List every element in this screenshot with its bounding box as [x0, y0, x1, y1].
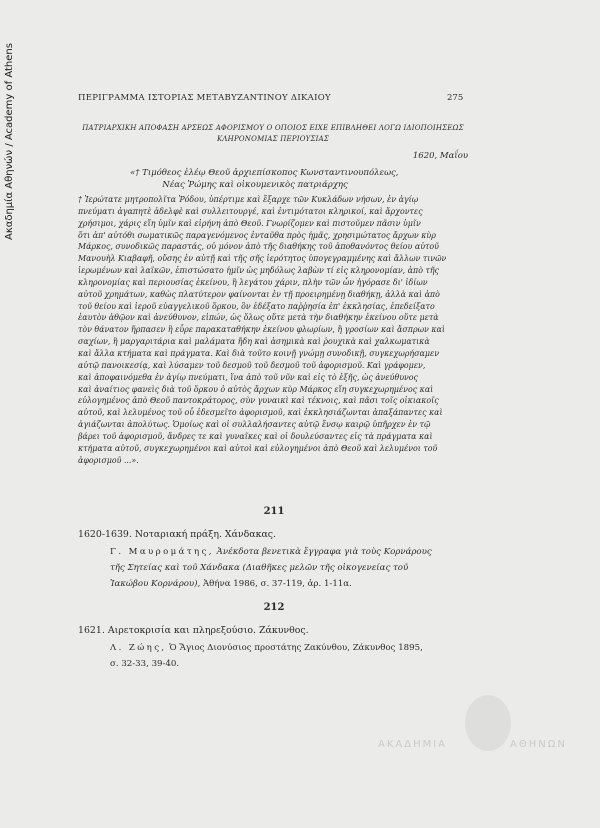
body-line: καὶ ἀποφαινόμεθα ἐν ἁγίῳ πνεύματι, ἵνα ἀπὸ τοῦ νῦν καὶ εἰς τὸ ἑξῆς, ὡς ἀνεύθυνος — [78, 372, 418, 382]
reference-author: Λ. Ζώης, — [110, 643, 167, 653]
body-line: αὐτοῦ χρημάτων, καθὼς πλατύτερον φαίνονται ἐν τῇ προειρημένῃ διαθήκῃ, ἀλλὰ καὶ ἀπὸ — [78, 289, 440, 299]
body-line: πνεύματι ἀγαπητὲ ἀδελφὲ καὶ συλλειτουργέ, καὶ ἐντιμότατοι κληρικοί, καὶ ἄρχοντες — [78, 206, 423, 216]
document-caption — [78, 123, 468, 145]
body-line: Μάρκος, συνοδικῶς παραστάς, οὐ μόνον ἀπὸ τῆς διαθήκης τοῦ ἀποθανόντος θείου αὐτοῦ — [78, 242, 439, 252]
body-line: καὶ ἀναίτιος φανεὶς διὰ τοῦ ὅρκου ὁ αὐτὸς ἄρχων κὺρ Μάρκος εἴη συγκεχωρημένος καὶ — [78, 384, 434, 394]
body-line: † Ἱερώτατε μητροπολῖτα Ῥόδου, ὑπέρτιμε καὶ ἔξαρχε τῶν Κυκλάδων νήσων, ἐν ἁγίῳ — [78, 195, 419, 204]
caption-line: ΚΛΗΡΟΝΟΜΙΑΣ ΠΕΡΙΟΥΣΙΑΣ — [216, 135, 330, 143]
page-number: 275 — [447, 93, 464, 103]
caption-line: ΠΑΤΡΙΑΡΧΙΚΗ ΑΠΟΦΑΣΗ ΑΡΣΕΩΣ ΑΦΟΡΙΣΜΟΥ Ο ΟΠΟΙΟΣ ΕΙΧΕ ΕΠΙΒΛΗΘΕΙ ΛΟΓΩ ΙΔΙΟΠΟΙΗΣΕΩΣ — [82, 124, 464, 132]
reference-author: Γ. Μαυρομάτης, — [110, 547, 214, 557]
watermark-text: ΑΚΑΔΗΜΙΑ — [378, 739, 448, 750]
body-line: εὐλογημένος ἀπὸ Θεοῦ παντοκράτορος, σὺν γυναικὶ καὶ τέκνοις, καὶ πᾶσι τοῖς οἰκιακοῖς — [78, 396, 439, 406]
salutation-line: Νέας Ῥώμης καὶ οἰκουμενικὸς πατριάρχης — [162, 180, 348, 190]
reference-line — [110, 545, 432, 559]
body-line: ἑαυτὸν ἀθῷον καὶ ἀνεύθυνον, εἰπών, ὡς ὅλως οὔτε μετὰ τὴν διαθήκην ἐκείνου οὔτε μετὰ — [78, 313, 439, 323]
side-label: Ακαδημία Αθηνών / Academy of Athens — [4, 43, 15, 240]
body-line: τοῦ θείου καὶ ἱεροῦ εὐαγγελικοῦ ὅρκου, ὃν ἐδέξατο παῤῥησία ἐπ' ἐκκλησίας, ἐπεδείξατο — [78, 301, 435, 311]
reference-line: τῆς Σητείας καὶ τοῦ Χάνδακα (Διαθῆκες μελῶν τῆς οἰκογενείας τοῦ — [110, 563, 409, 573]
body-line: τὸν θάνατον ἥρπασεν ἢ εὗρε παρακαταθήκην ἐκείνου φλωρίων, ἢ γροσίων καὶ ἄσπρων καὶ — [78, 325, 445, 335]
academy-seal-icon — [465, 695, 511, 751]
watermark-text: ΑΘΗΝΩΝ — [510, 739, 567, 750]
entry-number: 212 — [263, 602, 285, 613]
body-line: αὐτῷ πανοικεσίᾳ, καὶ λύσαμεν τοῦ δεσμοῦ τοῦ δεσμοῦ τοῦ ἀφορισμοῦ. Καὶ γράφομεν, — [78, 360, 426, 370]
reference-title: Ὁ Ἅγιος Διονύσιος προστάτης Ζακύνθου, Ζάκυνθος 1895, — [166, 643, 423, 653]
body-line: χρήσιμοι, χάρις εἴη ὑμῖν καὶ εἰρήνη ἀπὸ Θεοῦ. Γνωρίζομεν καὶ πιστοῦμεν πᾶσιν ὑμῖν — [78, 218, 421, 228]
reference-title: Ἰακώβου Κορνάρου), — [110, 579, 201, 589]
salutation — [130, 167, 399, 191]
reference-line: σ. 32-33, 39-40. — [110, 659, 180, 669]
entry-heading: 1621. Αιρετοκρισία και πληρεξούσιο. Ζάκυνθος. — [78, 625, 309, 636]
body-line: ἁγιάζωνται ἀπολύτως. Ὁμοίως καὶ οἱ συλλαλήσαντες αὐτῷ ἔνσῳ καιρῷ ὑπῆρχεν ἐν τῷ — [78, 420, 431, 430]
body-line: βάρει τοῦ ἀφορισμοῦ, ἄνδρες τε καὶ γυναῖκες καὶ οἱ δουλεύσαντες εἰς τὰ πράγματα καὶ — [78, 431, 433, 441]
body-line: κτήματα αὐτοῦ, συγκεχωρημένοι καὶ αὐτοὶ καὶ εὐλογημένοι ἀπὸ Θεοῦ καὶ λελυμένοι τοῦ — [78, 443, 438, 453]
document-body — [78, 194, 470, 466]
body-line: σαχίων, ἢ μαργαριτάρια καὶ μαλάματα ἤδη καὶ ἀσημικὰ καὶ ῥουχικὰ καὶ χαλκωματικὰ — [78, 337, 430, 347]
salutation-line: «† Τιμόθεος ἐλέῳ Θεοῦ ἀρχιεπίσκοπος Κωνσταντινουπόλεως, — [130, 168, 399, 178]
body-line: ἀφορισμοῦ ...». — [78, 455, 139, 465]
body-line: ὅτι ἀπ' αὐτόθι σωματικῶς παραγενόμενος ἐνταῦθα πρὸς ἡμᾶς, χρησιμώτατος ἄρχων κὺρ — [78, 230, 436, 240]
document-date: 1620, Μαΐου — [412, 151, 468, 161]
reference-title: Ἀνέκδοτα βενετικὰ ἔγγραφα γιὰ τοὺς Κορνάρους — [213, 547, 432, 557]
running-title: ΠΕΡΙΓΡΑΜΜΑ ΙΣΤΟΡΙΑΣ ΜΕΤΑΒΥΖΑΝΤΙΝΟΥ ΔΙΚΑΙΟΥ — [78, 93, 331, 103]
body-line: Μανουὴλ Κιαβαφῆ, οὔσης ἐν αὐτῇ καὶ τῆς σῆς ἱερότητος ὑπογεγραμμένης καὶ ἄλλων τινῶν — [78, 254, 447, 264]
body-line: αὐτοῦ, καὶ λελυμένος τοῦ οὗ ἐδεσμεῖτο ἀφορισμοῦ, καὶ ἐκκλησιάζωνται ἀπαξάπαντες καὶ — [78, 408, 443, 418]
entry-heading: 1620-1639. Νοταριακή πράξη. Χάνδακας. — [78, 529, 277, 540]
body-line: κληρονομίας καὶ περιουσίας ἐκείνου, ἢ λεγάτου χάριν, πλὴν τῶν ὧν ἠγόρασε δι' ἰδίων — [78, 277, 428, 287]
body-line: ἱερωμένων καὶ λαϊκῶν, ἐπιστώσατο ἡμῖν ὡς μηδόλως λαβὼν τί εἰς κληρονομίαν, ἀπὸ τῆς — [78, 266, 439, 276]
reference-line — [110, 641, 423, 655]
body-line: καὶ ἄλλα κτήματα καὶ πράγματα. Καὶ διὰ τοῦτο κοινῇ γνώμῃ συνοδικῇ, συγκεχωρήσαμεν — [78, 348, 440, 358]
entry-number: 211 — [263, 506, 285, 517]
reference-line — [110, 577, 352, 591]
academy-watermark — [370, 695, 580, 775]
reference-details: Ἀθήνα 1986, σ. 37-119, ἀρ. 1-11α. — [200, 579, 352, 589]
